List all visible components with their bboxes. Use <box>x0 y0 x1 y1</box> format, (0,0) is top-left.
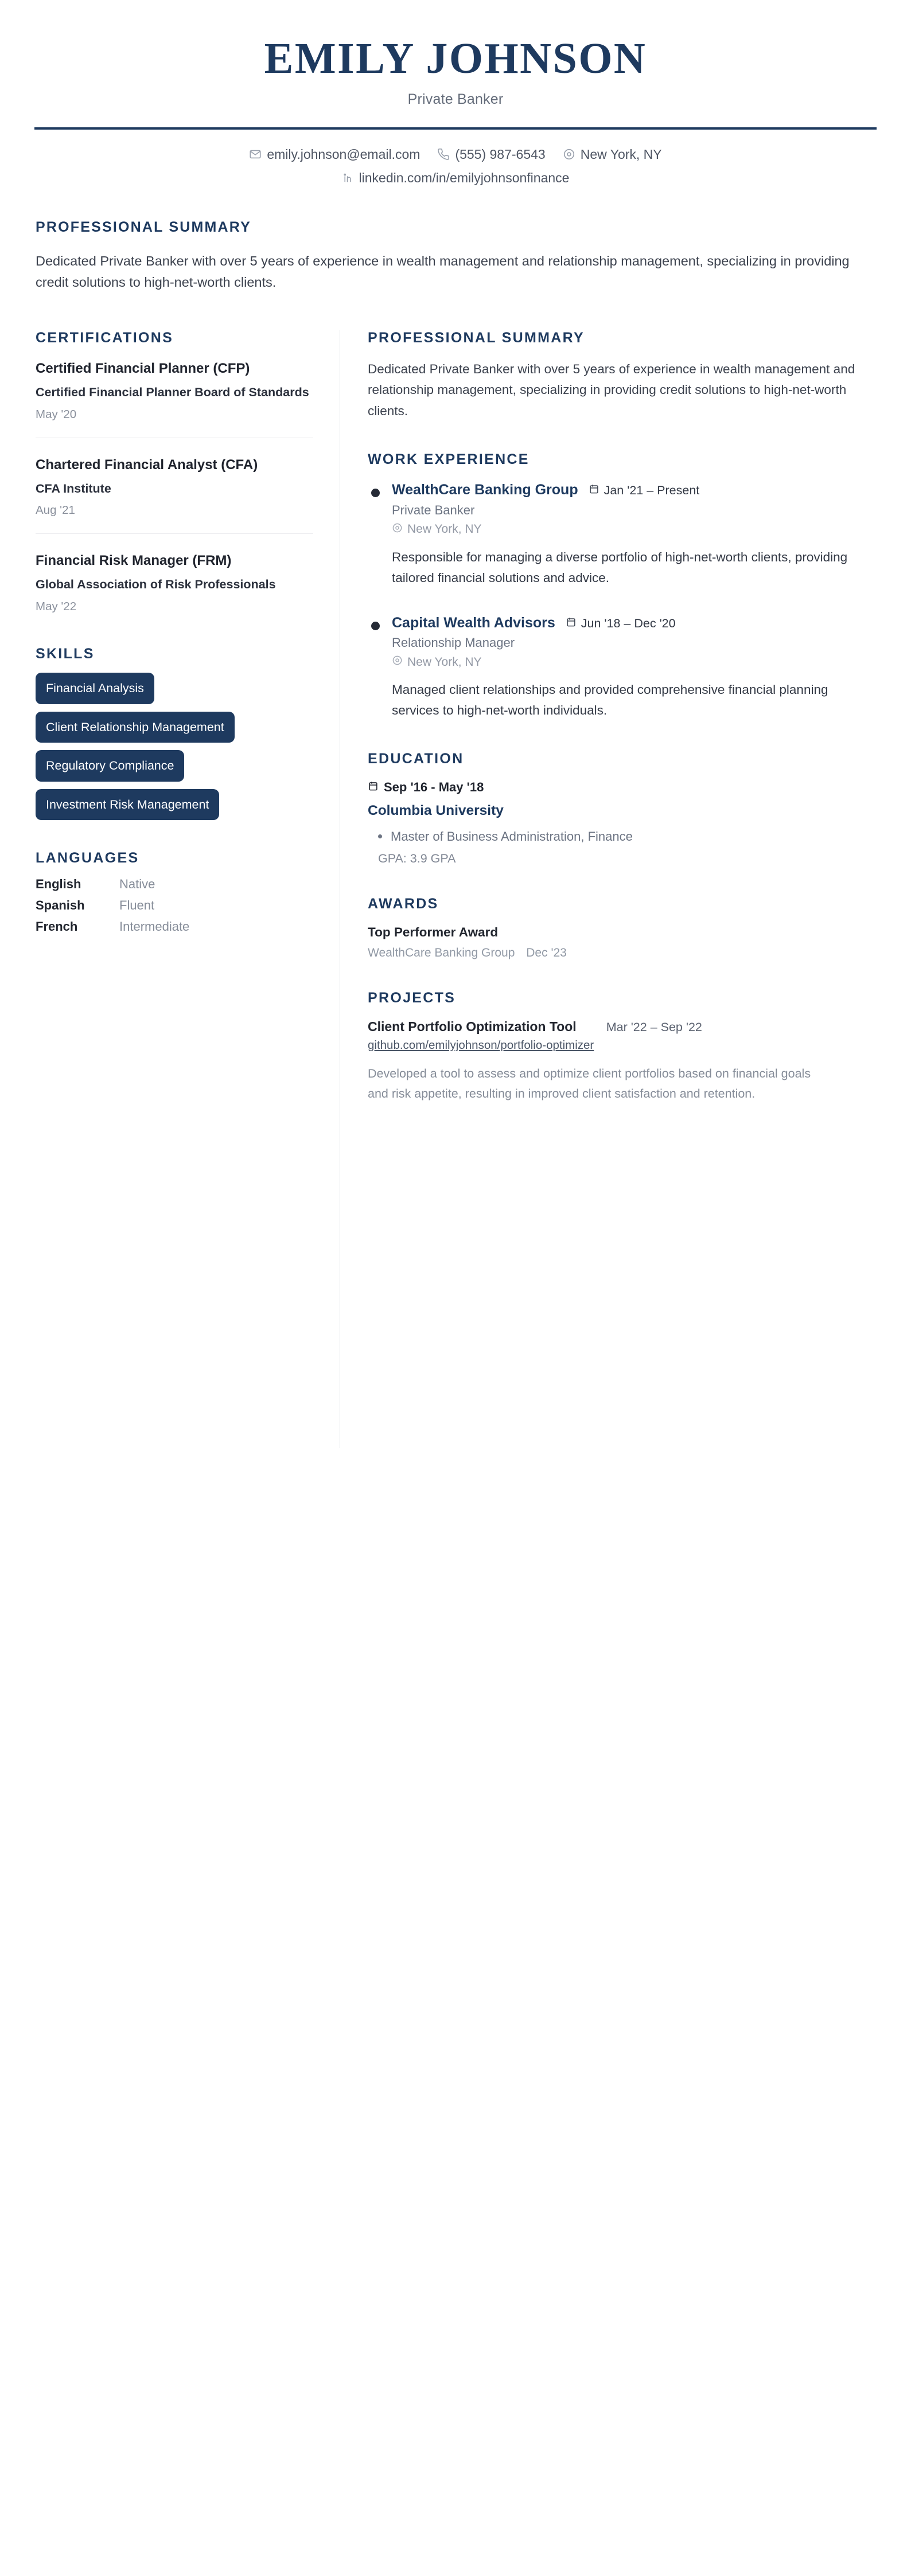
award-meta <box>368 946 875 960</box>
skills-heading: SKILLS <box>36 646 95 662</box>
job-dates <box>566 616 676 631</box>
bullet-icon <box>371 622 380 630</box>
left-column <box>36 330 340 940</box>
language-name: English <box>36 877 81 892</box>
education-gpa-value: 3.9 GPA <box>410 852 456 866</box>
calendar-icon <box>589 483 599 498</box>
work-experience-heading: WORK EXPERIENCE <box>368 451 530 468</box>
contact-location <box>563 147 662 162</box>
job-dates-text: Jan '21 – Present <box>604 483 700 498</box>
education-degree-list <box>368 827 875 846</box>
certification-item <box>36 551 313 616</box>
contact-email-text: emily.johnson@email.com <box>267 146 421 162</box>
skills-list <box>36 673 313 820</box>
education-heading: EDUCATION <box>368 751 464 767</box>
language-level: Native <box>119 877 155 892</box>
contact-info <box>34 130 877 186</box>
language-name: Spanish <box>36 898 85 913</box>
language-level: Intermediate <box>119 919 190 934</box>
location-pin-icon <box>392 522 403 537</box>
education-degree: Master of Business Administration, Finance <box>368 827 875 846</box>
contact-email[interactable] <box>249 147 420 162</box>
certifications-list <box>36 359 313 616</box>
work-experience-item <box>368 481 875 588</box>
award-item <box>368 925 875 960</box>
bullet-icon <box>371 489 380 497</box>
calendar-icon <box>566 616 577 631</box>
top-professional-summary-section <box>0 194 911 293</box>
language-row <box>36 919 313 934</box>
language-level: Fluent <box>119 898 155 913</box>
skill-badge[interactable]: Financial Analysis <box>36 673 154 704</box>
education-section <box>368 751 875 866</box>
job-header <box>392 481 875 499</box>
projects-heading: PROJECTS <box>368 990 456 1006</box>
job-role: Relationship Manager <box>392 635 515 650</box>
work-experience-item <box>368 614 875 721</box>
languages-list <box>36 877 313 934</box>
contact-line-secondary <box>34 170 877 186</box>
awards-section <box>368 896 875 960</box>
languages-section <box>36 850 313 934</box>
award-date: Dec '23 <box>526 946 567 960</box>
professional-summary-text: Dedicated Private Banker with over 5 years of experience in wealth management and relationship management, specializing in providing credit solutions to high-net-worth clients. <box>368 361 855 418</box>
contact-line-primary <box>34 147 877 162</box>
job-location <box>392 655 482 669</box>
professional-summary-section <box>368 330 875 421</box>
language-row <box>36 898 313 913</box>
education-gpa-label: GPA: <box>378 852 407 866</box>
certification-issuer: Certified Financial Planner Board of Standards <box>36 385 309 399</box>
job-description: Managed client relationships and provided comprehensive financial planning services to high-net-worth individuals. <box>392 682 828 718</box>
top-summary-heading: PROFESSIONAL SUMMARY <box>36 218 251 235</box>
project-header <box>368 1019 875 1035</box>
work-experience-section <box>368 451 875 721</box>
job-dates-text: Jun '18 – Dec '20 <box>581 616 676 630</box>
job-role: Private Banker <box>392 502 475 517</box>
certification-name: Financial Risk Manager (FRM) <box>36 553 232 569</box>
certification-name: Chartered Financial Analyst (CFA) <box>36 456 258 473</box>
contact-linkedin[interactable] <box>342 170 570 186</box>
top-summary-text: Dedicated Private Banker with over 5 years of experience in wealth management and relationship management, specializing in providing credit solutions to high-net-worth clients. <box>36 253 850 290</box>
certification-item <box>36 359 313 438</box>
contact-location-text: New York, NY <box>580 146 662 162</box>
projects-section <box>368 990 875 1104</box>
certification-date: May '20 <box>36 407 77 421</box>
project-name: Client Portfolio Optimization Tool <box>368 1019 577 1035</box>
certification-issuer: CFA Institute <box>36 481 111 495</box>
project-link[interactable]: github.com/emilyjohnson/portfolio-optimizer <box>368 1039 594 1052</box>
right-column <box>340 330 875 1134</box>
phone-icon <box>437 148 450 161</box>
job-location <box>392 522 482 537</box>
contact-phone[interactable] <box>437 147 545 162</box>
contact-linkedin-text: linkedin.com/in/emilyjohnsonfinance <box>359 170 570 185</box>
skills-section <box>36 646 313 820</box>
professional-summary-heading: PROFESSIONAL SUMMARY <box>368 329 585 346</box>
calendar-icon <box>368 780 379 795</box>
resume-body <box>0 293 911 1448</box>
job-header <box>392 614 875 633</box>
project-dates: Mar '22 – Sep '22 <box>606 1020 702 1035</box>
certification-item <box>36 455 313 534</box>
certification-issuer: Global Association of Risk Professionals <box>36 577 276 592</box>
job-description: Responsible for managing a diverse portfolio of high-net-worth clients, providing tailored financial solutions and advice. <box>392 549 848 585</box>
skill-badge[interactable]: Investment Risk Management <box>36 789 219 821</box>
project-description: Developed a tool to assess and optimize client portfolios based on financial goals and risk appetite, resulting in improved client satisfaction and retention. <box>368 1067 811 1100</box>
award-name: Top Performer Award <box>368 925 499 940</box>
languages-heading: LANGUAGES <box>36 850 139 867</box>
project-item <box>368 1019 875 1104</box>
job-location-text: New York, NY <box>407 522 482 536</box>
job-title: Private Banker <box>407 91 504 107</box>
awards-heading: AWARDS <box>368 896 439 912</box>
certification-name: Certified Financial Planner (CFP) <box>36 360 250 376</box>
education-gpa <box>368 852 875 866</box>
education-dates-text: Sep '16 - May '18 <box>384 780 484 795</box>
contact-phone-text: (555) 987-6543 <box>455 146 546 162</box>
location-pin-icon <box>563 148 575 161</box>
certifications-heading: CERTIFICATIONS <box>36 329 174 346</box>
certification-date: May '22 <box>36 600 77 614</box>
skill-badge[interactable]: Client Relationship Management <box>36 712 235 743</box>
job-location-text: New York, NY <box>407 655 482 669</box>
full-name: EMILY JOHNSON <box>264 34 647 83</box>
certifications-section <box>36 330 313 616</box>
resume-header <box>0 0 911 186</box>
language-name: French <box>36 919 78 934</box>
language-row <box>36 877 313 892</box>
certification-date: Aug '21 <box>36 504 75 517</box>
envelope-icon <box>249 148 262 161</box>
award-issuer: WealthCare Banking Group <box>368 946 515 960</box>
education-dates <box>368 780 484 795</box>
job-company: Capital Wealth Advisors <box>392 614 555 631</box>
job-dates <box>589 483 700 498</box>
education-school: Columbia University <box>368 803 504 819</box>
location-pin-icon <box>392 655 403 669</box>
skill-badge[interactable]: Regulatory Compliance <box>36 750 184 782</box>
linkedin-icon <box>342 172 354 184</box>
job-company: WealthCare Banking Group <box>392 482 578 498</box>
